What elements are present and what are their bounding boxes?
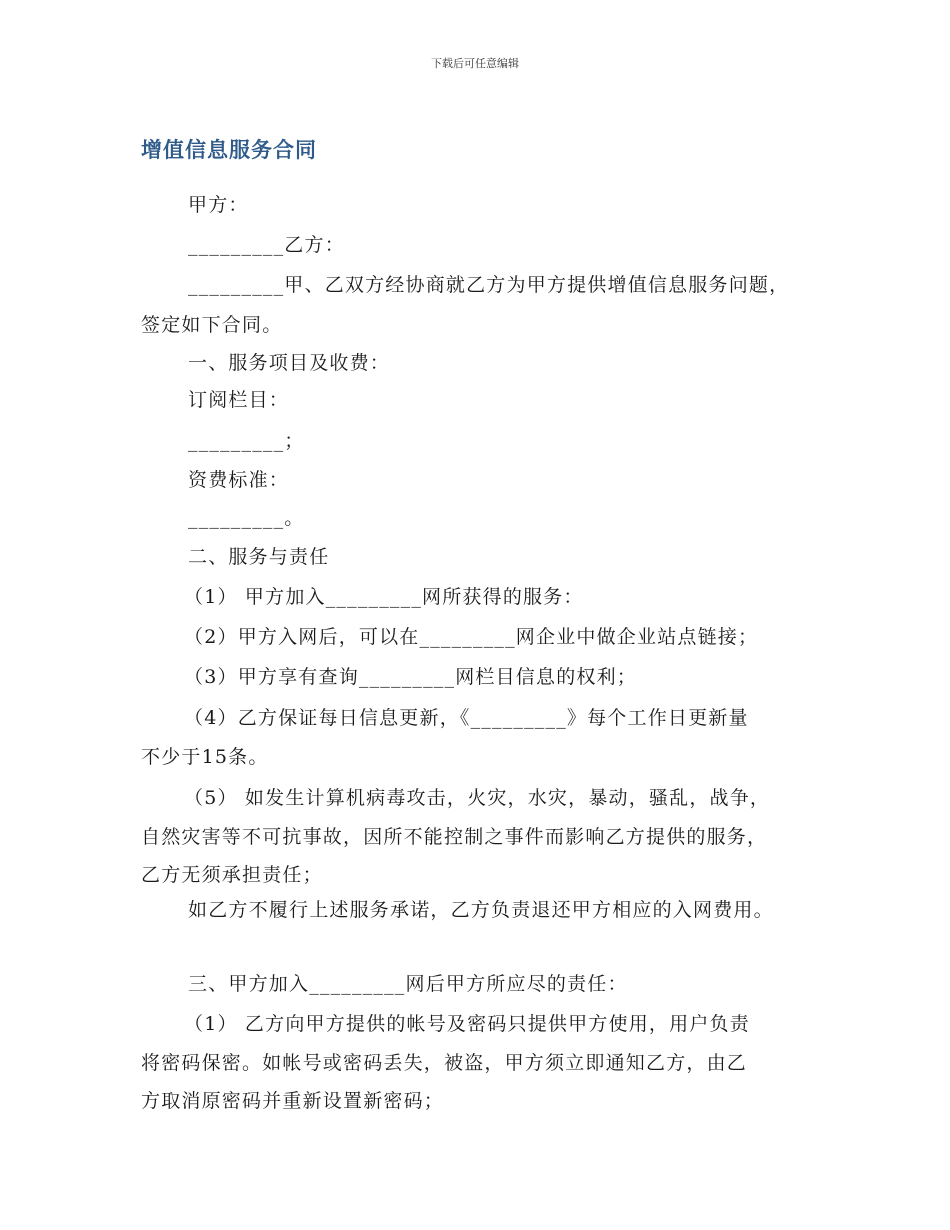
section-3-heading: 三、甲方加入_________网后甲方所应尽的责任： bbox=[188, 973, 628, 995]
clause-3-1: （1） 乙方向甲方提供的帐号及密码只提供甲方使用，用户负责 bbox=[184, 1013, 750, 1035]
subscription-label: 订阅栏目： bbox=[188, 389, 290, 411]
clause-2-1: （1） 甲方加入_________网所获得的服务： bbox=[184, 586, 584, 608]
subscription-blank: _________； bbox=[188, 430, 305, 452]
clause-2-4-continuation: 不少于15条。 bbox=[141, 746, 269, 768]
clause-2-5-continuation-1: 自然灾害等不可抗事故，因所不能控制之事件而影响乙方提供的服务， bbox=[141, 826, 768, 848]
refund-line: 如乙方不履行上述服务承诺，乙方负责退还甲方相应的入网费用。 bbox=[188, 899, 774, 921]
clause-3-1-continuation-2: 方取消原密码并重新设置新密码； bbox=[141, 1090, 445, 1112]
fee-blank: _________。 bbox=[188, 507, 305, 529]
clause-3-1-continuation-1: 将密码保密。如帐号或密码丢失，被盗，甲方须立即通知乙方，由乙 bbox=[141, 1052, 748, 1074]
header-note: 下载后可任意编辑 bbox=[431, 57, 519, 70]
clause-2-5: （5） 如发生计算机病毒攻击，火灾，水灾，暴动，骚乱，战争， bbox=[184, 787, 771, 809]
section-2-heading: 二、服务与责任 bbox=[188, 546, 330, 568]
party-b-line: _________乙方： bbox=[188, 234, 345, 256]
party-a-line: 甲方： bbox=[188, 194, 249, 216]
clause-2-3: （3）甲方享有查询_________网栏目信息的权利； bbox=[184, 666, 637, 688]
clause-2-5-continuation-2: 乙方无须承担责任； bbox=[141, 864, 323, 886]
intro-line: _________甲、乙双方经协商就乙方为甲方提供增值信息服务问题， bbox=[188, 274, 790, 296]
clause-2-2: （2）甲方入网后，可以在_________网企业中做企业站点链接； bbox=[184, 626, 759, 648]
section-1-heading: 一、服务项目及收费： bbox=[188, 352, 391, 374]
document-title: 增值信息服务合同 bbox=[141, 138, 317, 162]
fee-label: 资费标准： bbox=[188, 469, 290, 491]
clause-2-4: （4）乙方保证每日信息更新，《_________》每个工作日更新量 bbox=[184, 707, 749, 729]
intro-continuation: 签定如下合同。 bbox=[141, 314, 283, 336]
